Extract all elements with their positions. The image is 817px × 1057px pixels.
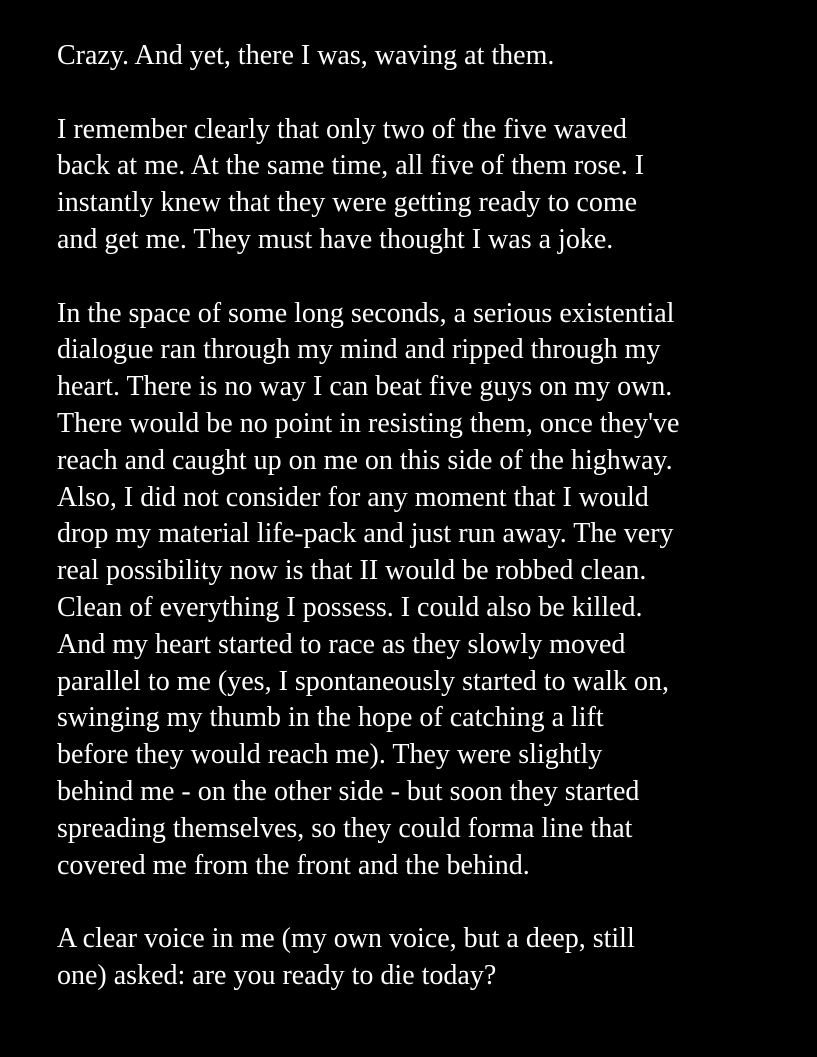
paragraph-4 xyxy=(57,921,777,995)
text-line: And my heart started to race as they slowly moved xyxy=(57,628,626,660)
text-line: Clean of everything I possess. I could also be killed. xyxy=(57,591,643,623)
text-line: real possibility now is that II would be robbed clean. xyxy=(57,555,647,587)
text-line: parallel to me (yes, I spontaneously started to walk on, xyxy=(57,665,669,697)
text-line: Also, I did not consider for any moment that I would xyxy=(57,481,649,513)
text-line: swinging my thumb in the hope of catching a lift xyxy=(57,702,604,734)
text-line: dialogue ran through my mind and ripped through my xyxy=(57,334,661,366)
text-line: heart. There is no way I can beat five guys on my own. xyxy=(57,371,673,403)
text-line: one) asked: are you ready to die today? xyxy=(57,959,497,991)
paragraph-gap xyxy=(57,75,777,112)
text-line: A clear voice in me (my own voice, but a deep, still xyxy=(57,923,635,955)
text-line: before they would reach me). They were slightly xyxy=(57,739,603,771)
paragraph-3 xyxy=(57,296,777,885)
text-line: In the space of some long seconds, a serious existential xyxy=(57,297,675,329)
document-body xyxy=(57,38,777,995)
text-line: There would be no point in resisting them, once they've xyxy=(57,407,680,439)
text-line: Crazy. And yet, there I was, waving at them. xyxy=(57,40,555,71)
paragraph-1 xyxy=(57,38,777,75)
paragraph-gap xyxy=(57,259,777,296)
paragraph-gap xyxy=(57,884,777,921)
text-line: instantly knew that they were getting ready to come xyxy=(57,187,638,219)
text-line: spreading themselves, so they could forma line that xyxy=(57,812,633,844)
text-line: back at me. At the same time, all five of them rose. I xyxy=(57,150,645,182)
text-line: behind me - on the other side - but soon they started xyxy=(57,775,640,807)
text-line: reach and caught up on me on this side of the highway. xyxy=(57,444,673,476)
text-line: drop my material life-pack and just run away. The very xyxy=(57,518,674,550)
text-line: covered me from the front and the behind. xyxy=(57,849,530,881)
text-line: and get me. They must have thought I was a joke. xyxy=(57,223,614,255)
paragraph-2 xyxy=(57,112,777,259)
text-line: I remember clearly that only two of the five waved xyxy=(57,113,627,145)
